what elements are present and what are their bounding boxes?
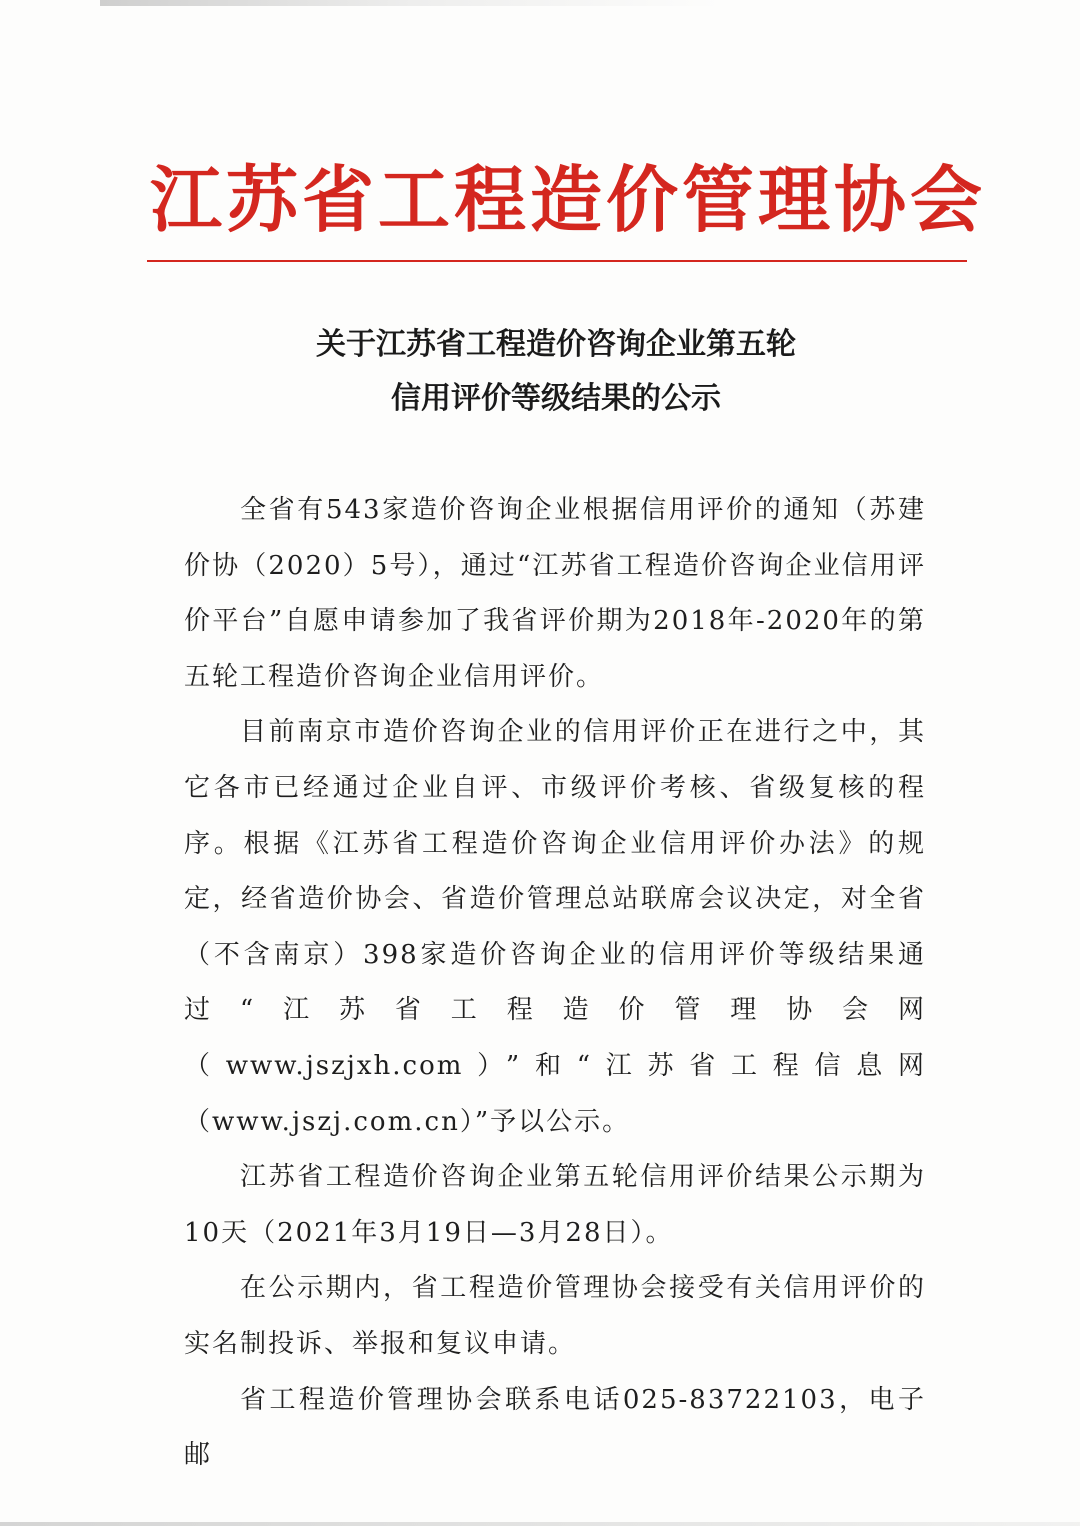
document-title-line-1: 关于江苏省工程造价咨询企业第五轮 <box>316 327 796 362</box>
body-paragraph-4: 在公示期内，省工程造价管理协会接受有关信用评价的实名制投诉、举报和复议申请。 <box>184 1273 926 1359</box>
body-paragraph-3: 江苏省工程造价咨询企业第五轮信用评价结果公示期为10天（2021年3月19日—3月28日）。 <box>184 1162 926 1248</box>
body-paragraph-1: 全省有543家造价咨询企业根据信用评价的通知（苏建价协（2020）5号），通过“江苏省工程造价咨询企业信用评价平台”自愿申请参加了我省评价期为2018年-2020年的第五轮工程造价咨询企业信用评价。 <box>184 495 926 692</box>
body-paragraph-5: 省工程造价管理协会联系电话025-83722103，电子邮 <box>184 1384 926 1471</box>
document-title-line-2: 信用评价等级结果的公示 <box>391 381 721 416</box>
scan-edge-top <box>100 0 720 6</box>
body-paragraph-2: 目前南京市造价咨询企业的信用评价正在进行之中，其它各市已经通过企业自评、市级评价考核、省级复核的程序。根据《江苏省工程造价咨询企业信用评价办法》的规定，经省造价协会、省造价管理总站联席会议决定，对全省（不含南京）398家造价咨询企业的信用评价等级结果通过“江苏省工程造价管理协会网（www.jszjxh.com）”和“江苏省工程信息网（www.jszj.com.cn）”予以公示。 <box>184 717 926 1137</box>
scan-edge-bottom <box>0 1522 1080 1526</box>
letterhead-divider <box>147 260 967 262</box>
document-body <box>184 483 926 1484</box>
letterhead-organization-name: 江苏省工程造价管理协会 <box>150 157 987 242</box>
document-title <box>150 318 962 426</box>
